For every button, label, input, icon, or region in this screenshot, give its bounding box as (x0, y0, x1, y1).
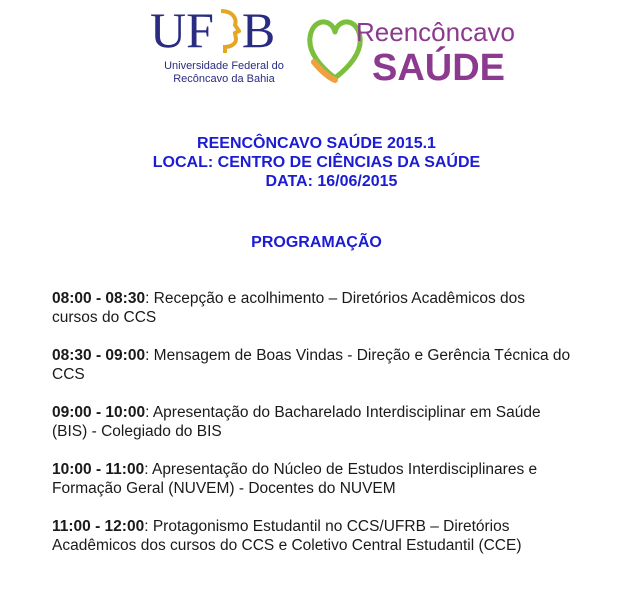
ufrb-sub-line2: Recôncavo da Bahia (173, 73, 275, 85)
event-header (0, 134, 633, 191)
reenconcavo-logo-saude: SAÚDE (372, 47, 506, 89)
agenda-description: : Mensagem de Boas Vindas - Direção e Gerência Técnica do CCS (52, 347, 571, 383)
ufrb-logo-letters-left: UF (150, 2, 214, 58)
profile-face-icon (215, 9, 241, 53)
ufrb-logo (150, 4, 275, 56)
ufrb-logo-subtitle (154, 60, 294, 86)
programacao-heading: PROGRAMAÇÃO (251, 234, 382, 251)
agenda-time: 11:00 - 12:00 (52, 518, 145, 535)
agenda-item (52, 403, 572, 441)
agenda-list (52, 289, 572, 574)
agenda-description: : Protagonismo Estudantil no CCS/UFRB – Diretórios Acadêmicos dos cursos do CCS e Coletivo Central Estudantil (CCE) (52, 518, 522, 554)
agenda-time: 08:00 - 08:30 (52, 290, 146, 307)
agenda-description: : Apresentação do Núcleo de Estudos Interdisciplinares e Formação Geral (NUVEM) - Docentes do NUVEM (52, 461, 538, 497)
agenda-time: 09:00 - 10:00 (52, 404, 146, 421)
agenda-item (52, 460, 572, 498)
agenda-item (52, 289, 572, 327)
event-date: DATA: 16/06/2015 (265, 173, 398, 190)
logos-banner (150, 2, 515, 92)
agenda-description: : Apresentação do Bacharelado Interdisciplinar em Saúde (BIS) - Colegiado do BIS (52, 404, 541, 440)
event-title: REENCÔNCAVO SAÚDE 2015.1 (197, 135, 436, 152)
reenconcavo-logo-title: Reencôncavo (356, 17, 515, 47)
agenda-item (52, 517, 572, 555)
agenda-time: 08:30 - 09:00 (52, 347, 146, 364)
ufrb-logo-letters-right: B (241, 2, 276, 58)
ufrb-sub-line1: Universidade Federal do (164, 60, 284, 72)
agenda-description: : Recepção e acolhimento – Diretórios Acadêmicos dos cursos do CCS (52, 290, 526, 326)
event-location: LOCAL: CENTRO DE CIÊNCIAS DA SAÚDE (152, 154, 481, 171)
agenda-item (52, 346, 572, 384)
agenda-time: 10:00 - 11:00 (52, 461, 145, 478)
